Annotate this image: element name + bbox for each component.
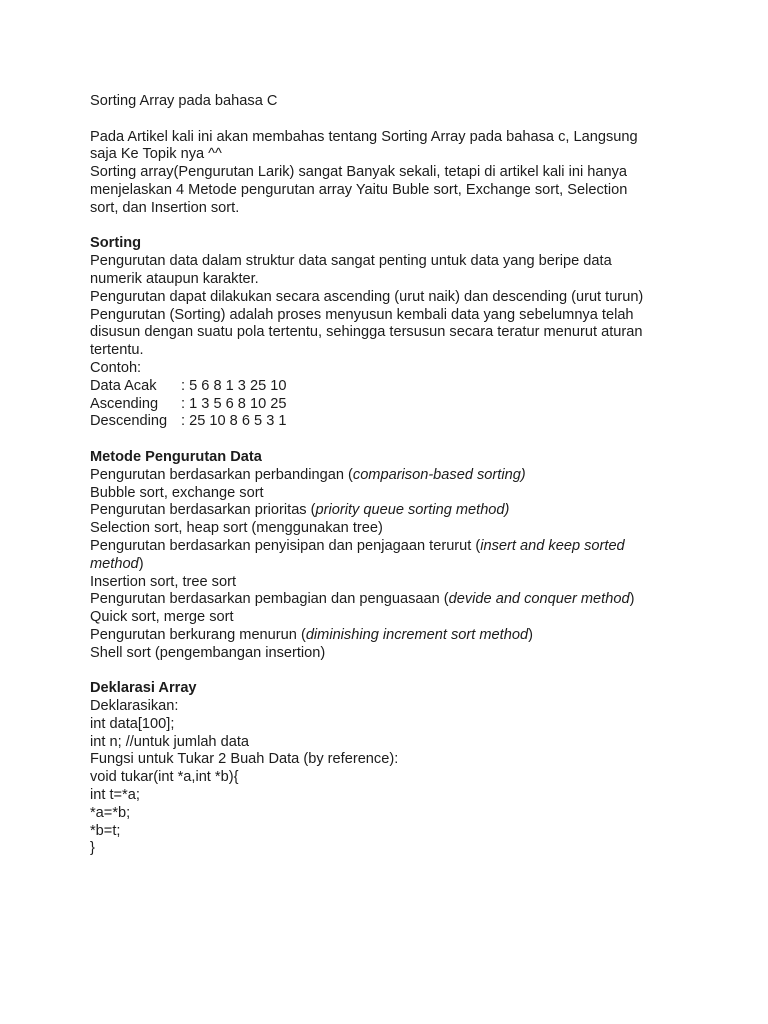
- intro-line: menjelaskan 4 Metode pengurutan array Yaitu Buble sort, Exchange sort, Selection: [90, 181, 628, 198]
- method-example: Shell sort (pengembangan insertion): [90, 644, 326, 661]
- method-text: ): [528, 626, 533, 643]
- example-label: Descending: [90, 413, 168, 430]
- method-text: Pengurutan berdasarkan pembagian dan penguasaan (: [90, 591, 449, 608]
- method-line: [90, 591, 680, 609]
- method-term: diminishing increment sort method: [305, 626, 529, 643]
- sorting-line: tertentu.: [90, 342, 144, 359]
- code-line: int data[100];: [90, 715, 175, 732]
- code-line: *a=*b;: [90, 804, 131, 821]
- example-row: [90, 413, 680, 431]
- method-term: comparison-based sorting): [352, 466, 526, 483]
- section-heading-sorting: Sorting: [90, 235, 142, 252]
- method-term: priority queue sorting method): [315, 502, 510, 519]
- method-example: Selection sort, heap sort (menggunakan tree): [90, 520, 383, 537]
- example-row: [90, 378, 680, 396]
- method-example: Quick sort, merge sort: [90, 609, 234, 626]
- method-line: [90, 467, 680, 485]
- sorting-line: disusun dengan suatu pola tertentu, sehingga tersusun secara teratur menurut aturan: [90, 324, 643, 341]
- method-term: method: [90, 555, 139, 572]
- method-line: [90, 502, 680, 520]
- blank-line: [90, 111, 680, 129]
- example-row: [90, 396, 680, 414]
- blank-line: [90, 431, 680, 449]
- document-title: Sorting Array pada bahasa C: [90, 93, 278, 109]
- method-line: [90, 627, 680, 645]
- sorting-line: Pengurutan dapat dilakukan secara ascending (urut naik) dan descending (urut turun): [90, 288, 644, 305]
- code-line: void tukar(int *a,int *b){: [90, 769, 239, 786]
- intro-line: sort, dan Insertion sort.: [90, 199, 240, 216]
- document-body: [90, 93, 680, 858]
- sorting-line: numerik ataupun karakter.: [90, 270, 259, 287]
- sorting-line: Pengurutan (Sorting) adalah proses menyusun kembali data yang sebelumnya telah: [90, 306, 634, 323]
- intro-line: Sorting array(Pengurutan Larik) sangat Banyak sekali, tetapi di artikel kali ini hanya: [90, 164, 628, 181]
- method-example: Insertion sort, tree sort: [90, 573, 236, 590]
- code-line: Deklarasikan:: [90, 698, 179, 715]
- example-value: : 1 3 5 6 8 10 25: [181, 395, 287, 412]
- code-line: }: [90, 840, 95, 857]
- method-example: Bubble sort, exchange sort: [90, 484, 264, 501]
- code-line: int n; //untuk jumlah data: [90, 733, 250, 750]
- example-value: : 5 6 8 1 3 25 10: [181, 377, 287, 394]
- example-value: : 25 10 8 6 5 3 1: [181, 413, 287, 430]
- method-text: ): [138, 555, 144, 572]
- example-label: Data Acak: [90, 377, 157, 394]
- method-text: Pengurutan berdasarkan penyisipan dan penjagaan terurut (: [90, 537, 481, 554]
- code-line: Fungsi untuk Tukar 2 Buah Data (by reference):: [90, 751, 399, 768]
- blank-line: [90, 218, 680, 236]
- section-heading-deklarasi: Deklarasi Array: [90, 680, 197, 697]
- code-line: int t=*a;: [90, 787, 140, 804]
- section-heading-metode: Metode Pengurutan Data: [90, 448, 262, 465]
- sorting-line: Pengurutan data dalam struktur data sangat penting untuk data yang beripe data: [90, 253, 612, 270]
- method-text: Pengurutan berdasarkan prioritas (: [90, 502, 316, 519]
- method-line-continued: [90, 556, 680, 574]
- method-text: Pengurutan berkurang menurun (: [90, 626, 306, 643]
- method-line: [90, 538, 680, 556]
- method-term: insert and keep sorted: [480, 537, 625, 554]
- method-term: devide and conquer method: [448, 591, 630, 608]
- blank-line: [90, 663, 680, 681]
- code-line: *b=t;: [90, 822, 121, 839]
- intro-line: Pada Artikel kali ini akan membahas tentang Sorting Array pada bahasa c, Langsung: [90, 128, 638, 145]
- example-label: Ascending: [90, 395, 159, 412]
- sorting-line: Contoh:: [90, 359, 142, 376]
- intro-line: saja Ke Topik nya ^^: [90, 146, 222, 163]
- method-text: ): [629, 591, 635, 608]
- method-text: Pengurutan berdasarkan perbandingan (: [90, 466, 353, 483]
